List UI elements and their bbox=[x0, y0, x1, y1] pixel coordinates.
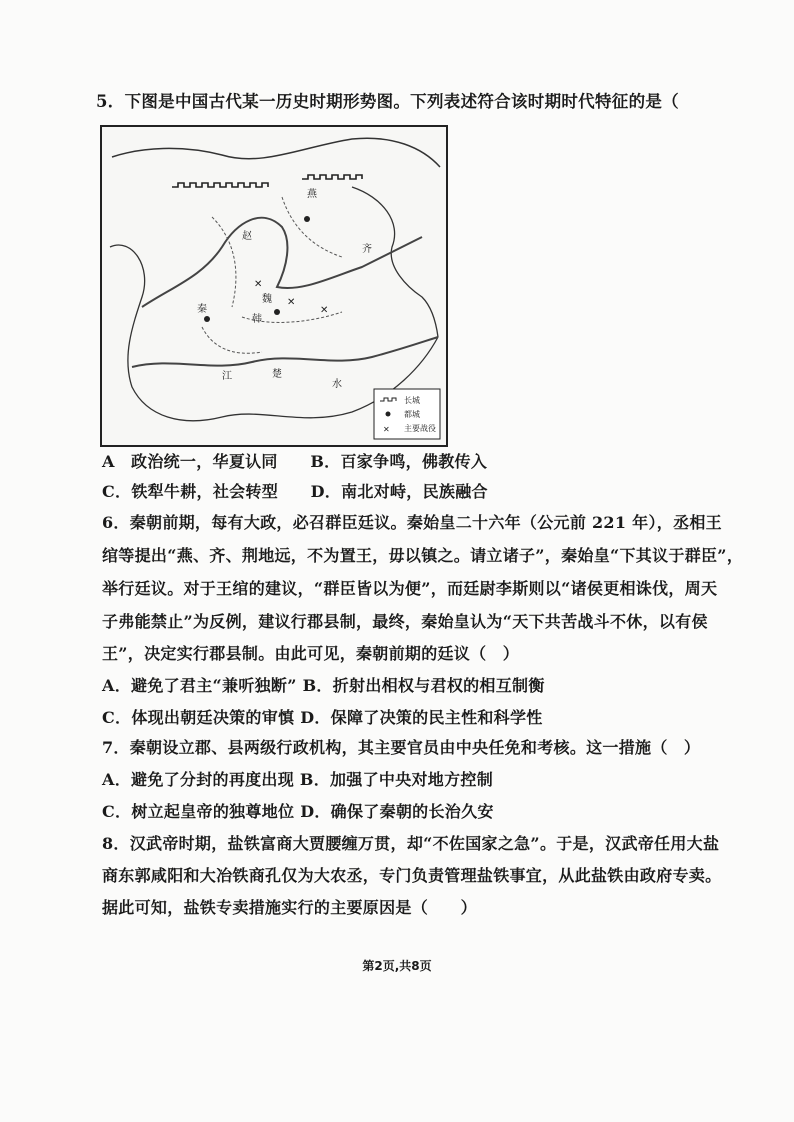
question-6-line-2: 绾等提出“燕、齐、荆地远，不为置王，毋以镇之。请立诸子”，秦始皇“下其议于群臣”， bbox=[102, 546, 744, 565]
question-7-option-ab: A．避免了分封的再度出现 B．加强了中央对地方控制 bbox=[102, 770, 494, 789]
capital-dot bbox=[304, 216, 310, 222]
legend-wall: 长城 bbox=[404, 396, 420, 405]
question-5-option-ab: A 政治统一，华夏认同 B．百家争鸣，佛教传入 bbox=[102, 452, 488, 471]
question-6-option-cd: C．体现出朝廷决策的审慎 D．保障了决策的民主性和科学性 bbox=[102, 708, 543, 727]
question-6-line-4: 子弗能禁止”为反例，建议行郡县制，最终，秦始皇认为“天下共苦战斗不休，以有侯 bbox=[102, 612, 708, 631]
question-6-line-3: 举行廷议。对于王绾的建议，“群臣皆以为便”，而廷尉李斯则以“诸侯更相诛伐，周天 bbox=[102, 579, 718, 598]
legend-capital-symbol bbox=[386, 412, 391, 417]
question-6-option-ab: A．避免了君主“兼听独断” B．折射出相权与君权的相互制衡 bbox=[102, 676, 545, 695]
question-6-line-1: 6．秦朝前期，每有大政，必召群臣廷议。秦始皇二十六年（公元前 221 年），丞相王 bbox=[102, 513, 722, 532]
label-qi: 齐 bbox=[362, 244, 372, 255]
question-7-option-cd: C．树立起皇帝的独尊地位 D．确保了秦朝的长治久安 bbox=[102, 802, 494, 821]
capital-dot bbox=[274, 309, 280, 315]
battle-mark: ✕ bbox=[287, 297, 296, 308]
question-7-stem: 7．秦朝设立郡、县两级行政机构，其主要官员由中央任免和考核。这一措施（ ） bbox=[102, 738, 701, 757]
legend-battle: 主要战役 bbox=[404, 424, 436, 433]
question-8-line-2: 商东郭咸阳和大冶铁商孔仅为大农丞，专门负责管理盐铁事宜，从此盐铁由政府专卖。 bbox=[102, 866, 722, 885]
label-zhao: 赵 bbox=[242, 231, 252, 242]
question-6-line-5: 王”，决定实行郡县制。由此可见，秦朝前期的廷议（ ） bbox=[102, 644, 520, 663]
label-qin: 秦 bbox=[197, 304, 207, 315]
battle-mark: ✕ bbox=[254, 279, 263, 290]
yangtze-river bbox=[132, 337, 438, 367]
label-han: 韩 bbox=[252, 314, 262, 325]
label-wei: 魏 bbox=[262, 294, 272, 305]
question-5-stem: 5．下图是中国古代某一历史时期形势图。下列表述符合该时期时代特征的是（ bbox=[96, 92, 679, 111]
northern-border bbox=[112, 138, 440, 167]
question-8-line-1: 8．汉武帝时期，盐铁富商大贾腰缠万贯，却“不佐国家之急”。于是，汉武帝任用大盐 bbox=[102, 834, 720, 853]
label-chu: 楚 bbox=[272, 369, 282, 380]
great-wall-line-east bbox=[302, 175, 362, 179]
label-yan: 燕 bbox=[307, 189, 317, 200]
question-5-option-cd: C．铁犁牛耕，社会转型 D．南北对峙，民族融合 bbox=[102, 482, 488, 501]
question-8-line-3: 据此可知，盐铁专卖措施实行的主要原因是（ ） bbox=[102, 898, 477, 917]
legend-capital: 都城 bbox=[404, 410, 420, 419]
label-shui: 水 bbox=[332, 379, 342, 390]
great-wall-line bbox=[172, 183, 268, 187]
label-jiang: 江 bbox=[222, 371, 232, 382]
yellow-river bbox=[142, 218, 422, 307]
battle-mark: ✕ bbox=[320, 305, 329, 316]
map-drawing bbox=[102, 127, 446, 445]
legend-battle-symbol: ✕ bbox=[383, 425, 390, 434]
historical-map bbox=[100, 125, 448, 447]
capital-dot bbox=[204, 316, 210, 322]
page-number: 第2页,共8页 bbox=[362, 959, 432, 973]
east-coast bbox=[352, 187, 438, 337]
